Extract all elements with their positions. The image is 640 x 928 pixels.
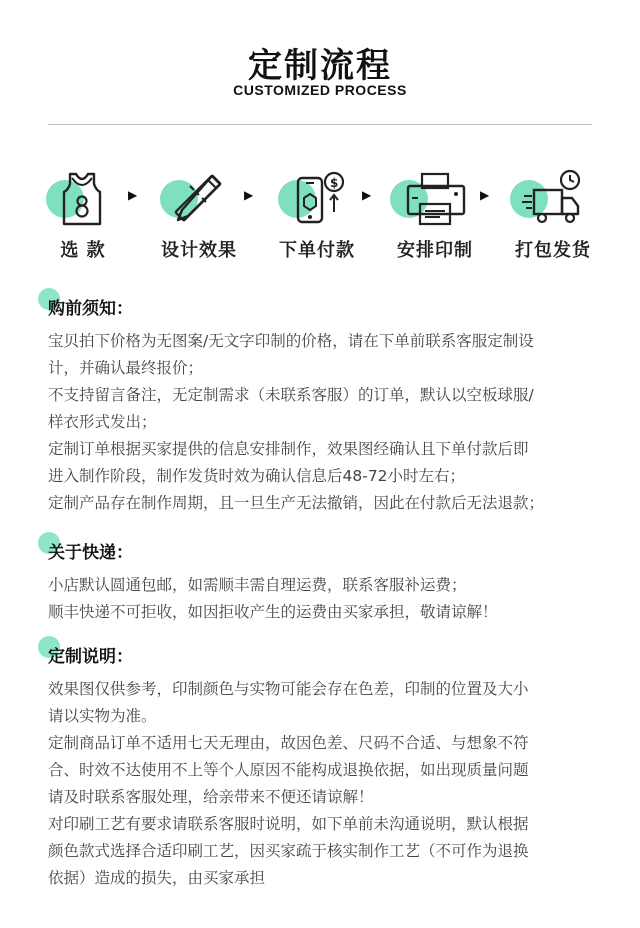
text-line: 对印刷工艺有要求请联系客服时说明，如下单前未沟通说明，默认根据: [48, 815, 529, 833]
arrow-icon: ▶: [362, 188, 372, 202]
text-line: 颜色款式选择合适印刷工艺，因买家疏于核实制作工艺（不可作为退换: [48, 842, 529, 860]
step-design: [144, 168, 254, 262]
text-line: 定制订单根据买家提供的信息安排制作，效果图经确认且下单付款后即: [48, 440, 529, 458]
text-line: 请及时联系客服处理，给亲带来不便还请谅解！: [48, 788, 374, 806]
phone-payment-icon: [284, 168, 354, 230]
svg-text:$: $: [330, 176, 339, 190]
page-title: 定制流程: [248, 46, 392, 86]
printer-icon: [402, 168, 472, 230]
text-line: 请以实物为准。: [48, 707, 157, 725]
process-steps: [28, 168, 612, 268]
step-order-pay: [262, 168, 372, 262]
page-subtitle: CUSTOMIZED PROCESS: [233, 82, 407, 98]
text-line: 依据）造成的损失，由买家承担: [48, 869, 266, 887]
text-line: 效果图仅供参考，印制颜色与实物可能会存在色差，印制的位置及大小: [48, 680, 529, 698]
text-line: 定制产品存在制作周期，且一旦生产无法撤销，因此在付款后无法退款；: [48, 494, 545, 512]
section-pre-purchase: [48, 296, 598, 517]
text-line: 不支持留言备注，无定制需求（未联系客服）的订单，默认以空板球服/: [48, 386, 534, 404]
arrow-icon: ▶: [480, 188, 490, 202]
text-line: 宝贝拍下价格为无图案/无文字印制的价格，请在下单前联系客服定制设: [48, 332, 534, 350]
step-label: 打包发货: [515, 240, 591, 261]
step-select: [28, 168, 138, 262]
section-delivery: [48, 540, 598, 626]
section-heading: 定制说明：: [48, 644, 598, 670]
jersey-icon: [50, 168, 114, 230]
step-printing: [380, 168, 490, 262]
pencil-ruler-icon: [166, 168, 230, 230]
section-heading: 关于快递：: [48, 540, 598, 566]
text-line: 小店默认圆通包邮，如需顺丰需自理运费，联系客服补运费；: [48, 576, 467, 594]
step-ship: [498, 168, 608, 262]
text-line: 样衣形式发出；: [48, 413, 157, 431]
arrow-icon: ▶: [128, 188, 138, 202]
text-line: 进入制作阶段，制作发货时效为确认信息后48-72小时左右；: [48, 467, 466, 485]
text-line: 计，并确认最终报价；: [48, 359, 204, 377]
step-label: 安排印制: [397, 240, 473, 261]
step-label: 设计效果: [161, 240, 237, 261]
section-customization-notes: [48, 644, 598, 892]
section-heading: 购前须知：: [48, 296, 598, 322]
delivery-truck-icon: [520, 168, 590, 230]
step-label: 下单付款: [279, 240, 355, 261]
step-label: 选 款: [60, 240, 106, 261]
divider: [48, 124, 592, 125]
arrow-icon: ▶: [244, 188, 254, 202]
text-line: 合、时效不达使用不上等个人原因不能构成退换依据，如出现质量问题: [48, 761, 529, 779]
text-line: 顺丰快递不可拒收，如因拒收产生的运费由买家承担，敬请谅解！: [48, 603, 498, 621]
text-line: 定制商品订单不适用七天无理由，故因色差、尺码不合适、与想象不符: [48, 734, 529, 752]
